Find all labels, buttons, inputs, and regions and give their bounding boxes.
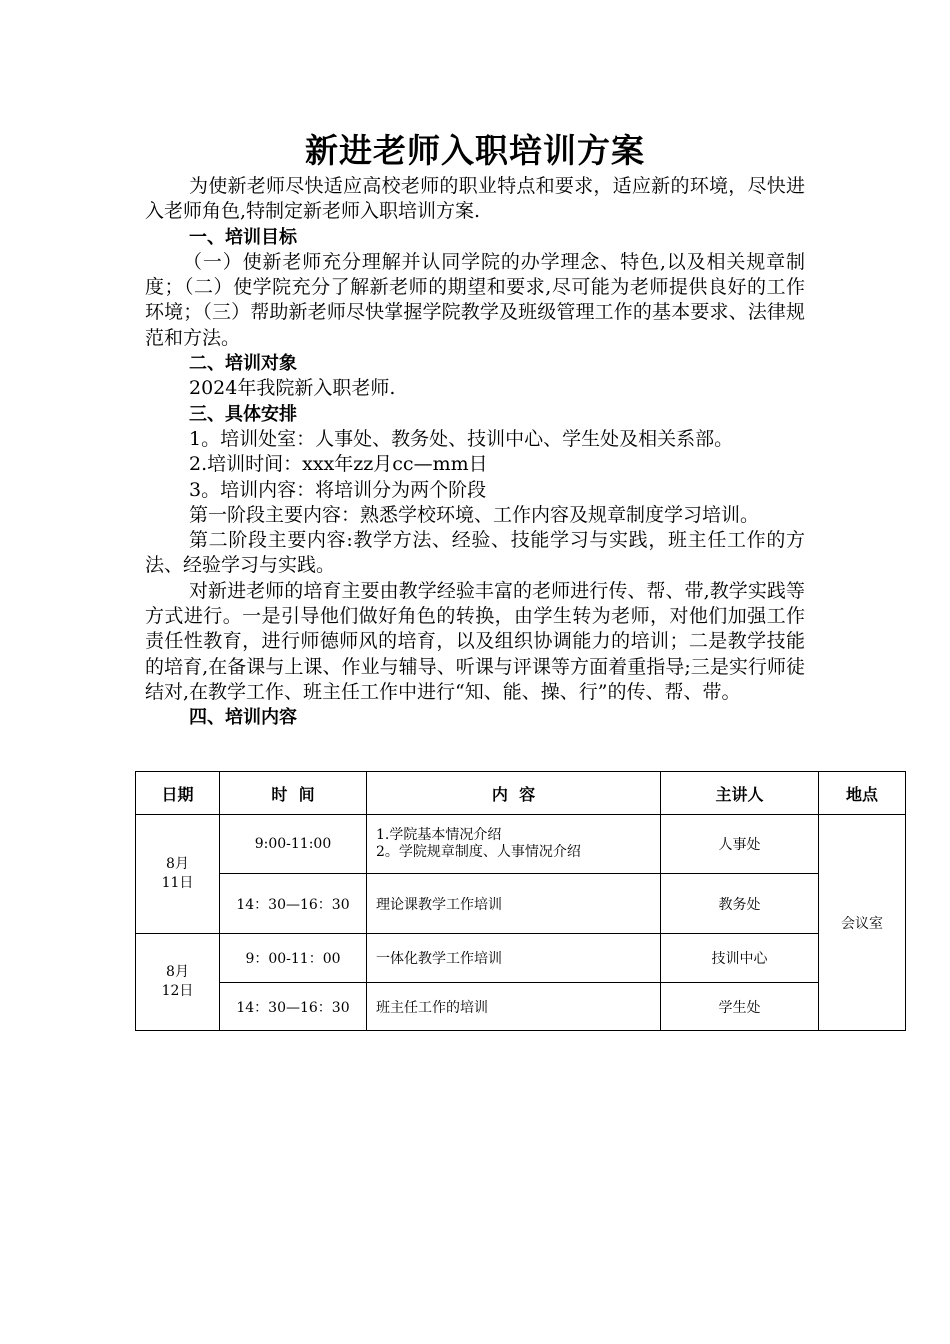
content-cell: 理论课教学工作培训	[367, 874, 661, 934]
content-cell: 班主任工作的培训	[367, 983, 661, 1031]
audience-paragraph: 2024年我院新入职老师.	[189, 377, 396, 400]
content-cell: 一体化教学工作培训	[367, 934, 661, 983]
speaker-cell: 学生处	[661, 983, 819, 1031]
speaker-cell: 技训中心	[661, 934, 819, 983]
table-row	[136, 983, 906, 1031]
content-line-2: 2。学院规章制度、人事情况介绍	[376, 844, 581, 860]
table-row	[136, 815, 906, 874]
time-cell: 14：30—16：30	[220, 874, 367, 934]
time-cell: 14：30—16：30	[220, 983, 367, 1031]
speaker-cell: 人事处	[661, 815, 819, 874]
header-date: 日期	[136, 772, 220, 815]
header-content: 内 容	[367, 772, 661, 815]
table-row	[136, 874, 906, 934]
header-time: 时 间	[220, 772, 367, 815]
section-heading-audience: 二、培训对象	[189, 353, 297, 375]
date-day: 12日	[161, 983, 194, 999]
time-cell: 9：00-11：00	[220, 934, 367, 983]
speaker-cell: 教务处	[661, 874, 819, 934]
section-heading-arrangement: 三、具体安排	[189, 403, 297, 425]
table-header-row	[136, 772, 906, 815]
date-cell-day1	[136, 815, 220, 934]
table-row	[136, 934, 906, 983]
section-heading-goals: 一、培训目标	[189, 226, 297, 248]
date-month: 8月	[166, 964, 189, 980]
arrangement-item-3: 3。培训内容：将培训分为两个阶段	[189, 478, 487, 501]
content-line-1: 1.学院基本情况介绍	[376, 827, 502, 843]
mentoring-paragraph: 对新进老师的培育主要由教学经验丰富的老师进行传、帮、带,教学实践等方式进行。一是引导他们做好角色的转换，由学生转为老师，对他们加强工作责任性教育，进行师德师风的培育，以及组织协调能力的培训；二是教学技能的培育,在备课与上课、作业与辅导、听课与评课等方面着重指导;三是实行师徒结对,在教学工作、班主任工作中进行“知、能、操、行”的传、帮、带。	[145, 579, 805, 703]
document-body	[145, 174, 805, 731]
stage-1-paragraph: 第一阶段主要内容：熟悉学校环境、工作内容及规章制度学习培训。	[189, 503, 760, 526]
date-month: 8月	[166, 856, 189, 872]
section-heading-content: 四、培训内容	[189, 707, 297, 729]
location-cell: 会议室	[819, 815, 906, 1031]
arrangement-item-2: 2.培训时间：xxx年zz月cc—mm日	[189, 453, 488, 476]
header-location: 地点	[819, 772, 906, 815]
goals-paragraph: （一）使新老师充分理解并认同学院的办学理念、特色,以及相关规章制度；（二）使学院充分了解新老师的期望和要求,尽可能为老师提供良好的工作环境；（三）帮助新老师尽快掌握学院教学及班级管理工作的基本要求、法律规范和方法。	[145, 250, 805, 349]
date-day: 11日	[161, 875, 194, 891]
header-speaker: 主讲人	[661, 772, 819, 815]
date-cell-day2	[136, 934, 220, 1031]
arrangement-item-1: 1。培训处室：人事处、教务处、技训中心、学生处及相关系部。	[189, 427, 734, 450]
stage-2-paragraph: 第二阶段主要内容:教学方法、经验、技能学习与实践，班主任工作的方法、经验学习与实践。	[145, 529, 805, 577]
training-schedule-table	[135, 771, 906, 1031]
time-cell: 9:00-11:00	[220, 815, 367, 874]
document-title: 新进老师入职培训方案	[305, 131, 645, 170]
content-cell	[367, 815, 661, 874]
intro-paragraph: 为使新老师尽快适应高校老师的职业特点和要求，适应新的环境，尽快进入老师角色,特制定新老师入职培训方案.	[145, 175, 805, 223]
